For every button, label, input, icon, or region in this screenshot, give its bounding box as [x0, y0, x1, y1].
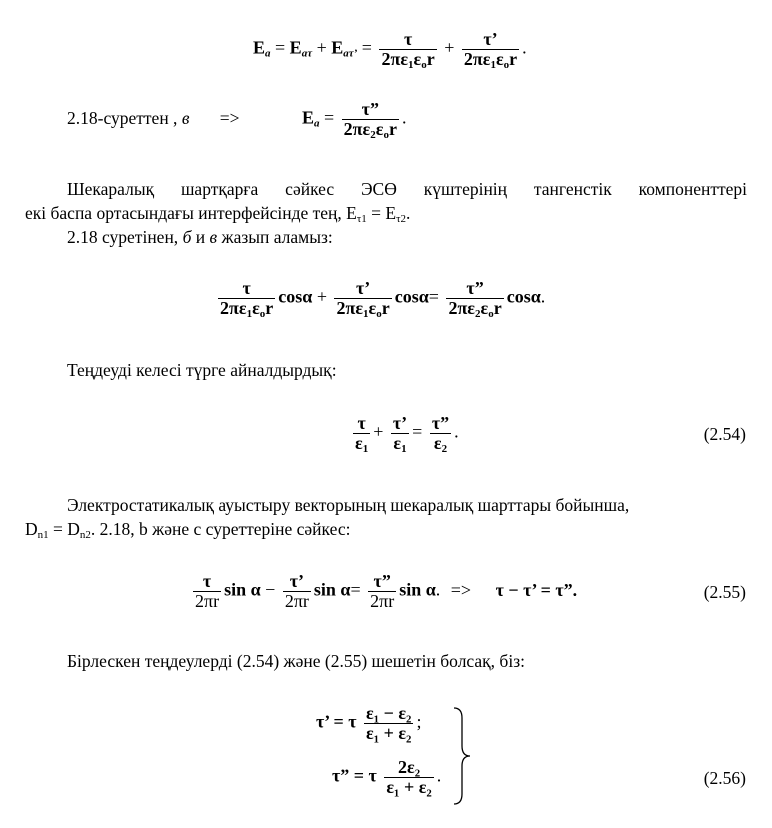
equation-number: (2.56) — [703, 768, 746, 788]
equation-field-218: $E_a$ = $\frac{\tau”}{2\pi\varepsilon_2\varepsilon_or}$ . — [302, 99, 407, 141]
fraction: $\frac{\text{2ε₂}}{\text{ε₁ + ε₂}}$ — [386, 757, 432, 797]
fraction: $\frac{\tau”}{2\pi r}$ — [370, 571, 395, 611]
paragraph-boundary-condition: Шекаралық шартқарға сәйкес ЭСӨ күштерінің тангенстік компоненттері екі баспа ортасындағы интерфейсінде тең, $E_{\tau 1} = E_{\tau 2}$. 2.18 суретінен, б и в жазып аламыз: — [25, 179, 747, 247]
fraction: $\frac{\tau}{2\pi\varepsilon_1\varepsilon_or}$ — [220, 278, 274, 320]
equation-field-sum: $E_a = E_{a\tau} + E_{a\tau’}$ = $\frac{\tau}{2\pi\varepsilon_1\varepsilon_or}$ + $\frac{\tau’}{2\pi\varepsilon_1\varepsilon_or}$ . — [253, 29, 527, 71]
equation-2-55: $\frac{\tau}{2\pi r}$ sin α − $\frac{\tau’}{2\pi r}$ sin α= $\frac{\tau”}{2\pi r}$ sin α. => τ − τ’ = τ”. — [195, 571, 578, 611]
fraction: $\frac{\tau’}{\varepsilon_1}$ — [392, 413, 408, 455]
equation-number: (2.54) — [703, 424, 746, 444]
fraction: $\frac{\tau’}{2\pi\varepsilon_1\varepsilon_or}$ — [336, 278, 390, 320]
fraction: $\frac{\tau}{2\pi\varepsilon_1\varepsilon_or}$ — [381, 29, 435, 71]
paragraph-displacement: Электростатикалық ауыстыру векторының шекаралық шарттары бойынша, $D_{n1} = D_{n2}$. 2.18, b және с суреттеріне сәйкес: — [25, 495, 630, 541]
equation-2-56-line1: τ’ = τ $\frac{\text{ε₁ − ε₂}}{\text{ε₁ + ε₂}}$ ; — [316, 703, 422, 743]
fraction: $\frac{\tau”}{\varepsilon_2}$ — [431, 413, 450, 455]
fraction: $\frac{\tau”}{2\pi\varepsilon_2\varepsilon_or}$ — [343, 99, 397, 141]
fraction: $\frac{\tau”}{2\pi\varepsilon_2\varepsilon_or}$ — [448, 278, 502, 320]
equation-cos: $\frac{\tau}{2\pi\varepsilon_1\varepsilon_or}$ cosα + $\frac{\tau’}{2\pi\varepsilon_1\varepsilon_or}$ cosα= $\frac{\tau”}{2\pi\varepsilon_2\varepsilon_or}$ cosα. — [220, 278, 546, 320]
right-brace — [452, 706, 472, 806]
fraction: $\frac{\tau’}{2\pi\varepsilon_1\varepsilon_or}$ — [463, 29, 518, 71]
fraction: $\frac{\text{ε₁ − ε₂}}{\text{ε₁ + ε₂}}$ — [366, 703, 412, 743]
figure-reference-line: 2.18-суреттен , в => — [67, 108, 240, 128]
equation-2-54: $\frac{\tau}{\varepsilon_1}$ + $\frac{\tau’}{\varepsilon_1}$ = $\frac{\tau”}{\varepsilon_2}$ . — [355, 413, 459, 455]
equation-number: (2.55) — [703, 582, 746, 602]
equation-2-56-line2: τ” = τ $\frac{\text{2ε₂}}{\text{ε₁ + ε₂}}$ . — [332, 757, 442, 797]
fraction: $\frac{\tau}{\varepsilon_1}$ — [355, 413, 369, 455]
paragraph-solve: Бірлескен теңдеулерді (2.54) және (2.55) шешетін болсақ, біз: — [67, 651, 525, 671]
paragraph-transform: Теңдеуді келесі түрге айналдырдық: — [67, 360, 337, 380]
fraction: $\frac{\tau}{2\pi r}$ — [195, 571, 220, 611]
fraction: $\frac{\tau’}{2\pi r}$ — [284, 571, 309, 611]
